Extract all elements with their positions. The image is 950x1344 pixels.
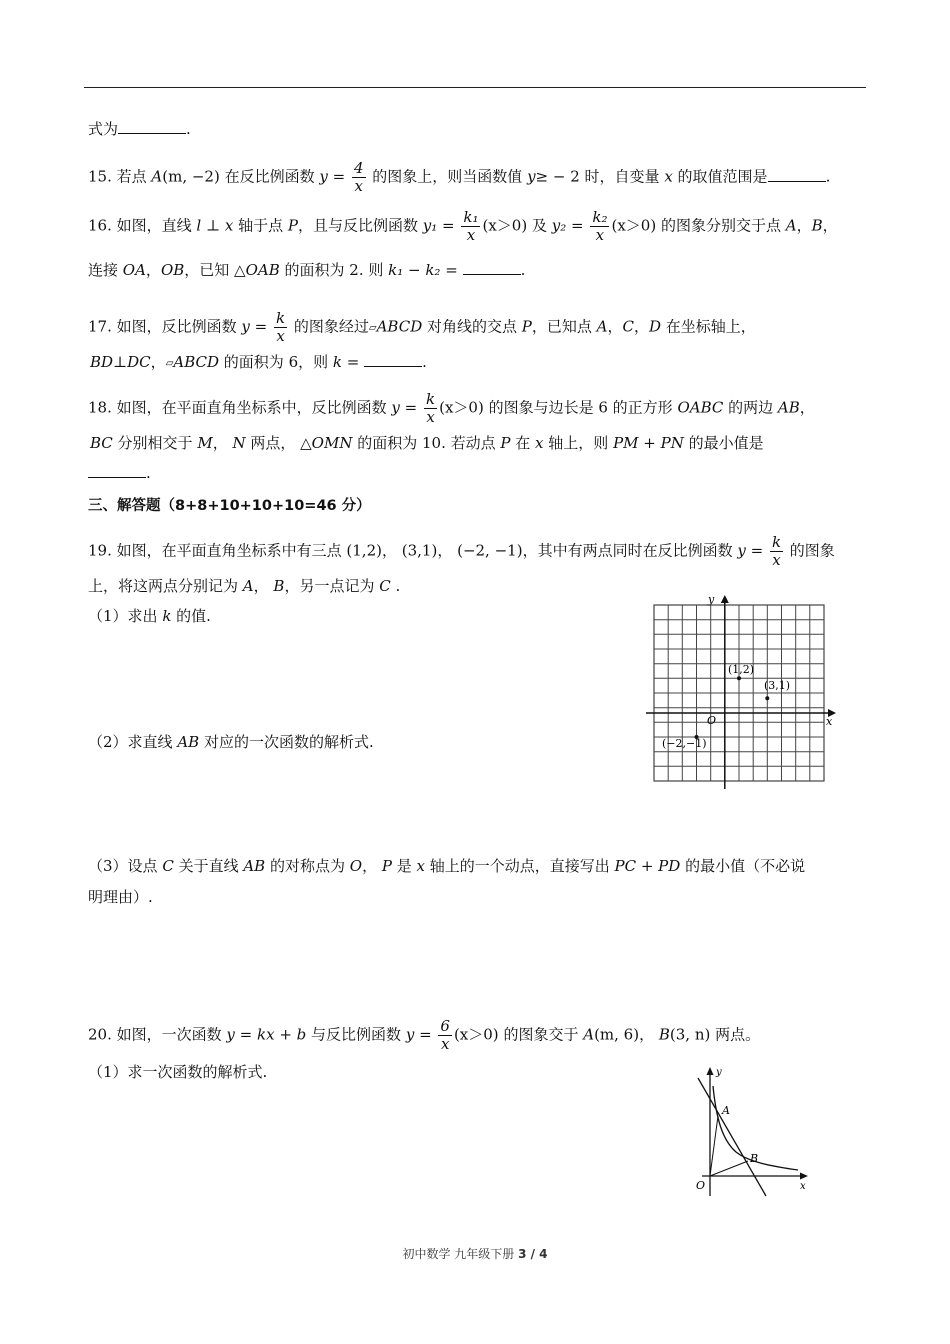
q20-frac-num: 6 bbox=[440, 1017, 450, 1035]
q17-k: k bbox=[332, 353, 342, 371]
q19-point-3: (−2, −1) bbox=[457, 541, 523, 560]
q16-line-1 bbox=[88, 209, 838, 244]
q16-end: . bbox=[520, 261, 526, 279]
q15-point-A: A bbox=[151, 167, 163, 186]
q18-end: . bbox=[146, 464, 151, 482]
q20-line-1 bbox=[88, 1018, 760, 1053]
q19-point-2: (3,1) bbox=[401, 541, 438, 560]
q17-C: C bbox=[622, 317, 634, 336]
q20-y: y bbox=[226, 1025, 235, 1044]
q19-origin-label: O bbox=[707, 714, 717, 727]
q19-sub3-text-1: （3）设点 bbox=[88, 857, 163, 875]
parallelogram-icon: ▱ bbox=[368, 322, 377, 334]
q19-sub3-text-4: ， bbox=[362, 857, 382, 875]
q19-C: C bbox=[379, 577, 391, 595]
q19-line-1 bbox=[88, 534, 835, 569]
q15-point-coords: (m, −2) bbox=[162, 167, 220, 186]
q16-cond-2: (x＞0) bbox=[611, 216, 657, 235]
q18-blank bbox=[88, 463, 146, 478]
q19-point-label-3: (−2,−1) bbox=[662, 737, 707, 750]
q18-frac-num: k bbox=[426, 390, 436, 408]
q17-ABCD: ABCD bbox=[376, 317, 423, 336]
q19-sub3-P: P bbox=[381, 857, 392, 875]
q17-l2-text-2: 的面积为 6，则 bbox=[219, 353, 333, 371]
q18-number: 18. bbox=[88, 398, 117, 417]
q19-point-mark-2 bbox=[765, 696, 769, 700]
q16-number: 16. bbox=[88, 216, 117, 235]
q19-sub-3-line-1 bbox=[88, 855, 805, 877]
q18-eq: = bbox=[399, 398, 422, 417]
q16-fraction-2 bbox=[590, 209, 609, 244]
q20-figure bbox=[680, 1062, 820, 1197]
q17-A: A bbox=[596, 317, 608, 336]
q17-l2-eq: = bbox=[341, 353, 365, 371]
q16-y2: y₂ bbox=[551, 216, 567, 235]
q17-sep-1: ， bbox=[607, 317, 623, 336]
q16-frac2-den: x bbox=[595, 226, 605, 244]
q17-sep-2: ， bbox=[633, 317, 649, 336]
q19-sub3-text-2: 关于直线 bbox=[173, 857, 244, 875]
q16-perp: ⊥ bbox=[201, 216, 225, 235]
q19-number: 19. bbox=[88, 541, 117, 560]
q20-fraction bbox=[438, 1018, 452, 1053]
q16-text-2: 轴于点 bbox=[233, 216, 288, 235]
q19-sub1-text-1: （1）求出 bbox=[88, 607, 163, 625]
q16-cond-1: (x＞0) bbox=[482, 216, 528, 235]
q15-text-4: 时，自变量 bbox=[579, 167, 665, 186]
q19-sub-2 bbox=[88, 731, 374, 753]
q16-frac1-num: k₁ bbox=[463, 208, 479, 226]
q17-P: P bbox=[521, 317, 532, 336]
q16-line-2 bbox=[88, 259, 525, 281]
q17-number: 17. bbox=[88, 317, 117, 336]
q16-x: x bbox=[224, 216, 234, 235]
q15-frac-den: x bbox=[354, 177, 363, 195]
q16-blank bbox=[463, 260, 521, 275]
q19-A: A bbox=[242, 577, 254, 595]
q16-y1: y₁ bbox=[422, 216, 438, 235]
q20-number: 20. bbox=[88, 1025, 117, 1044]
q19-sub3-text-7: 的最小值（不必说 bbox=[680, 857, 806, 875]
q18-triangle: △OMN bbox=[300, 434, 353, 452]
q18-line-2 bbox=[90, 432, 764, 454]
q16-l2-eq: = bbox=[440, 261, 463, 279]
q19-sub3-text-6: 轴上的一个动点，直接写出 bbox=[424, 857, 615, 875]
q16-A: A bbox=[785, 216, 797, 235]
q18-l2-text-7: 的最小值是 bbox=[683, 434, 764, 452]
q19-sub3-text-3: 的对称点为 bbox=[265, 857, 350, 875]
q19-sub-1 bbox=[88, 605, 211, 627]
q19-fraction bbox=[770, 534, 783, 569]
q17-text-3: 对角线的交点 bbox=[422, 317, 522, 336]
q19-sub3-x: x bbox=[416, 857, 425, 875]
q18-P: P bbox=[500, 434, 511, 452]
q20-text-1: 如图，一次函数 bbox=[116, 1025, 227, 1044]
q16-fraction-1 bbox=[461, 209, 480, 244]
q19-sub2-AB: AB bbox=[177, 733, 200, 751]
q19-l2-text-2: ， bbox=[253, 577, 274, 595]
q18-AB: AB bbox=[777, 398, 800, 417]
q15-end: . bbox=[825, 167, 831, 186]
q17-line-2 bbox=[90, 351, 427, 375]
q20-eq: = bbox=[234, 1025, 257, 1044]
q16-l2-text-2: ， bbox=[145, 261, 161, 279]
q18-text-2: 的图象与边长是 6 的正方形 bbox=[483, 398, 678, 417]
q17-l2-text-1: ， bbox=[150, 353, 166, 371]
q15-blank bbox=[768, 167, 826, 182]
q19-x-label: x bbox=[826, 715, 833, 728]
q19-l2-text-1: 上，将这两点分别记为 bbox=[88, 577, 243, 595]
q20-origin-label: O bbox=[696, 1179, 706, 1192]
q16-eq-2: = bbox=[566, 216, 589, 235]
q19-sub3-O: O bbox=[349, 857, 363, 875]
q17-text-2: 的图象经过 bbox=[289, 317, 369, 336]
q20-cond: (x＞0) bbox=[453, 1025, 499, 1044]
q19-sub3-AB: AB bbox=[243, 857, 266, 875]
q18-text-3: 的两边 bbox=[723, 398, 778, 417]
q19-sub-3-line-2: 明理由）. bbox=[88, 888, 153, 906]
q20-x-label: x bbox=[800, 1181, 806, 1192]
q18-PM-PN: PM + PN bbox=[613, 434, 684, 452]
q17-frac-num: k bbox=[276, 309, 286, 327]
q16-text-5: 的图象分别交于点 bbox=[656, 216, 786, 235]
q16-line-l: l bbox=[196, 216, 202, 235]
q17-frac-den: x bbox=[276, 327, 285, 345]
q14-blank bbox=[118, 119, 186, 134]
q20-linear-expr: kx + b bbox=[257, 1025, 307, 1044]
q18-l2-text-2: ， bbox=[212, 434, 233, 452]
q20-sub-1: （1）求一次函数的解析式. bbox=[88, 1063, 268, 1081]
q20-y-label: y bbox=[716, 1067, 722, 1078]
q17-text-1: 如图，反比例函数 bbox=[116, 317, 242, 336]
q17-blank bbox=[364, 352, 422, 367]
q19-l2-text-4: . bbox=[390, 577, 401, 595]
q15-condition: ≥ − 2 bbox=[535, 167, 580, 186]
q16-sep: ， bbox=[796, 216, 812, 235]
q16-l2-text-3: ，已知 bbox=[184, 261, 235, 279]
q18-N: N bbox=[232, 434, 246, 452]
q16-triangle: △OAB bbox=[234, 261, 280, 279]
q20-frac-den: x bbox=[440, 1035, 450, 1053]
q19-sub3-text-5: 是 bbox=[391, 857, 417, 875]
q17-eq: = bbox=[249, 317, 272, 336]
q18-l2-text-1: 分别相交于 bbox=[112, 434, 198, 452]
page-footer bbox=[0, 1245, 950, 1262]
q18-line-1 bbox=[88, 391, 815, 426]
q20-point-B: (3, n) bbox=[669, 1025, 711, 1044]
q17-fraction bbox=[274, 310, 287, 345]
q15-text-2: 在反比例函数 bbox=[219, 167, 320, 186]
q16-P: P bbox=[287, 216, 298, 235]
q19-sub2-text-1: （2）求直线 bbox=[88, 733, 178, 751]
q18-l2-text-6: 轴上，则 bbox=[543, 434, 614, 452]
q15-text-5: 的取值范围是 bbox=[672, 167, 768, 186]
q19-l2-text-3: ，另一点记为 bbox=[284, 577, 380, 595]
q14-end: . bbox=[186, 120, 191, 138]
q16-text-1: 如图，直线 bbox=[116, 216, 197, 235]
q16-text-6: ， bbox=[822, 216, 838, 235]
q19-text-1: 如图，在平面直角坐标系中有三点 bbox=[116, 541, 347, 560]
q19-point-label-1: (1,2) bbox=[728, 663, 755, 676]
section-3-heading: 三、解答题（8+8+10+10+10=46 分） bbox=[88, 498, 371, 514]
q18-l2-text-3: 两点， bbox=[245, 434, 301, 452]
q20-label-B: B bbox=[750, 1152, 759, 1165]
q20-label-A: A bbox=[722, 1104, 730, 1117]
q19-y-label: y bbox=[708, 593, 715, 606]
q15-eq: = bbox=[327, 167, 350, 186]
q20-x-arrow bbox=[800, 1173, 808, 1180]
q16-B: B bbox=[811, 216, 823, 235]
q20-segment-OB bbox=[710, 1161, 748, 1176]
q20-A: A bbox=[583, 1025, 595, 1044]
q16-text-4: 及 bbox=[527, 216, 552, 235]
q16-l2-text-1: 连接 bbox=[88, 261, 123, 279]
header-rule bbox=[84, 87, 866, 88]
q16-text-3: ，且与反比例函数 bbox=[297, 216, 423, 235]
q19-line-2 bbox=[88, 575, 400, 597]
q17-BD-perp-DC: BD⊥DC bbox=[90, 353, 151, 371]
q16-l2-text-4: 的面积为 2. 则 bbox=[279, 261, 389, 279]
q15-frac-num: 4 bbox=[353, 159, 364, 177]
q19-point-label-2: (3,1) bbox=[764, 679, 791, 692]
q17-end: . bbox=[422, 353, 427, 371]
q18-M: M bbox=[197, 434, 213, 452]
q20-sep: ， bbox=[639, 1025, 659, 1044]
q18-fraction bbox=[424, 391, 437, 426]
q15-x: x bbox=[664, 167, 673, 186]
q15-y2: y bbox=[527, 167, 536, 186]
q16-OA: OA bbox=[122, 261, 146, 279]
q19-sep-2: ， bbox=[437, 541, 458, 560]
q19-sub3-PC-PD: PC + PD bbox=[614, 857, 681, 875]
q15-text-3: 的图象上，则当函数值 bbox=[367, 167, 528, 186]
q16-OB: OB bbox=[160, 261, 185, 279]
q17-text-5: 在坐标轴上， bbox=[661, 317, 756, 336]
q15-text-1: 若点 bbox=[116, 167, 152, 186]
q17-text-4: ，已知点 bbox=[531, 317, 597, 336]
q20-line bbox=[698, 1078, 766, 1196]
q15 bbox=[88, 160, 830, 195]
q15-y: y bbox=[319, 167, 328, 186]
q19-sub1-text-2: 的值. bbox=[171, 607, 211, 625]
q19-y: y bbox=[737, 541, 746, 560]
q19-text-2: ，其中有两点同时在反比例函数 bbox=[522, 541, 738, 560]
q15-number: 15. bbox=[88, 167, 117, 186]
q14-tail bbox=[88, 118, 191, 140]
q18-OABC: OABC bbox=[677, 398, 724, 417]
q19-text-3: 的图象 bbox=[785, 541, 835, 560]
q18-BC: BC bbox=[90, 434, 113, 452]
q20-text-2: 与反比例函数 bbox=[306, 1025, 406, 1044]
q16-frac2-num: k₂ bbox=[592, 208, 608, 226]
q19-frac-den: x bbox=[772, 551, 781, 569]
q19-eq: = bbox=[745, 541, 768, 560]
q16-frac1-den: x bbox=[466, 226, 476, 244]
page-number: 3 / 4 bbox=[518, 1247, 548, 1261]
q19-grid-figure bbox=[640, 585, 850, 790]
q18-frac-den: x bbox=[426, 408, 435, 426]
q20-point-A: (m, 6) bbox=[594, 1025, 640, 1044]
q18-line-3 bbox=[88, 462, 151, 484]
q20-y2: y bbox=[405, 1025, 415, 1044]
q17-y: y bbox=[241, 317, 250, 336]
q17-ABCD-2: ABCD bbox=[173, 353, 220, 371]
q18-x: x bbox=[535, 434, 544, 452]
q18-l2-text-4: 的面积为 10. 若动点 bbox=[352, 434, 501, 452]
q19-grid bbox=[654, 605, 824, 781]
q18-text-4: ， bbox=[799, 398, 815, 417]
q20-text-3: 的图象交于 bbox=[498, 1025, 584, 1044]
q19-y-arrow bbox=[721, 595, 729, 603]
q19-sub2-text-2: 对应的一次函数的解析式. bbox=[199, 733, 374, 751]
q20-text-4: 两点。 bbox=[710, 1025, 761, 1044]
q17-line-1 bbox=[88, 310, 756, 345]
q19-sub3-C: C bbox=[162, 857, 174, 875]
q19-sep-1: ， bbox=[381, 541, 402, 560]
q19-B: B bbox=[273, 577, 285, 595]
q19-point-mark-1 bbox=[737, 676, 741, 680]
q20-segment-OA bbox=[710, 1116, 718, 1176]
q16-eq: = bbox=[437, 216, 460, 235]
q15-fraction bbox=[352, 160, 366, 195]
q20-B: B bbox=[658, 1025, 670, 1044]
q19-frac-num: k bbox=[771, 533, 782, 551]
footer-text: 初中数学 九年级下册 bbox=[402, 1247, 519, 1261]
q14-text: 式为 bbox=[88, 120, 119, 138]
q19-sub1-k: k bbox=[162, 607, 172, 625]
q18-text-1: 如图，在平面直角坐标系中，反比例函数 bbox=[116, 398, 392, 417]
q18-l2-text-5: 在 bbox=[510, 434, 536, 452]
q20-y-arrow bbox=[707, 1067, 714, 1075]
q17-D: D bbox=[649, 317, 662, 336]
parallelogram-icon-2: ▱ bbox=[165, 358, 174, 369]
q18-y: y bbox=[391, 398, 400, 417]
q16-k-diff: k₁ − k₂ bbox=[388, 261, 441, 279]
q18-cond: (x＞0) bbox=[439, 398, 484, 417]
q20-eq-2: = bbox=[414, 1025, 437, 1044]
q19-point-1: (1,2) bbox=[346, 541, 382, 560]
